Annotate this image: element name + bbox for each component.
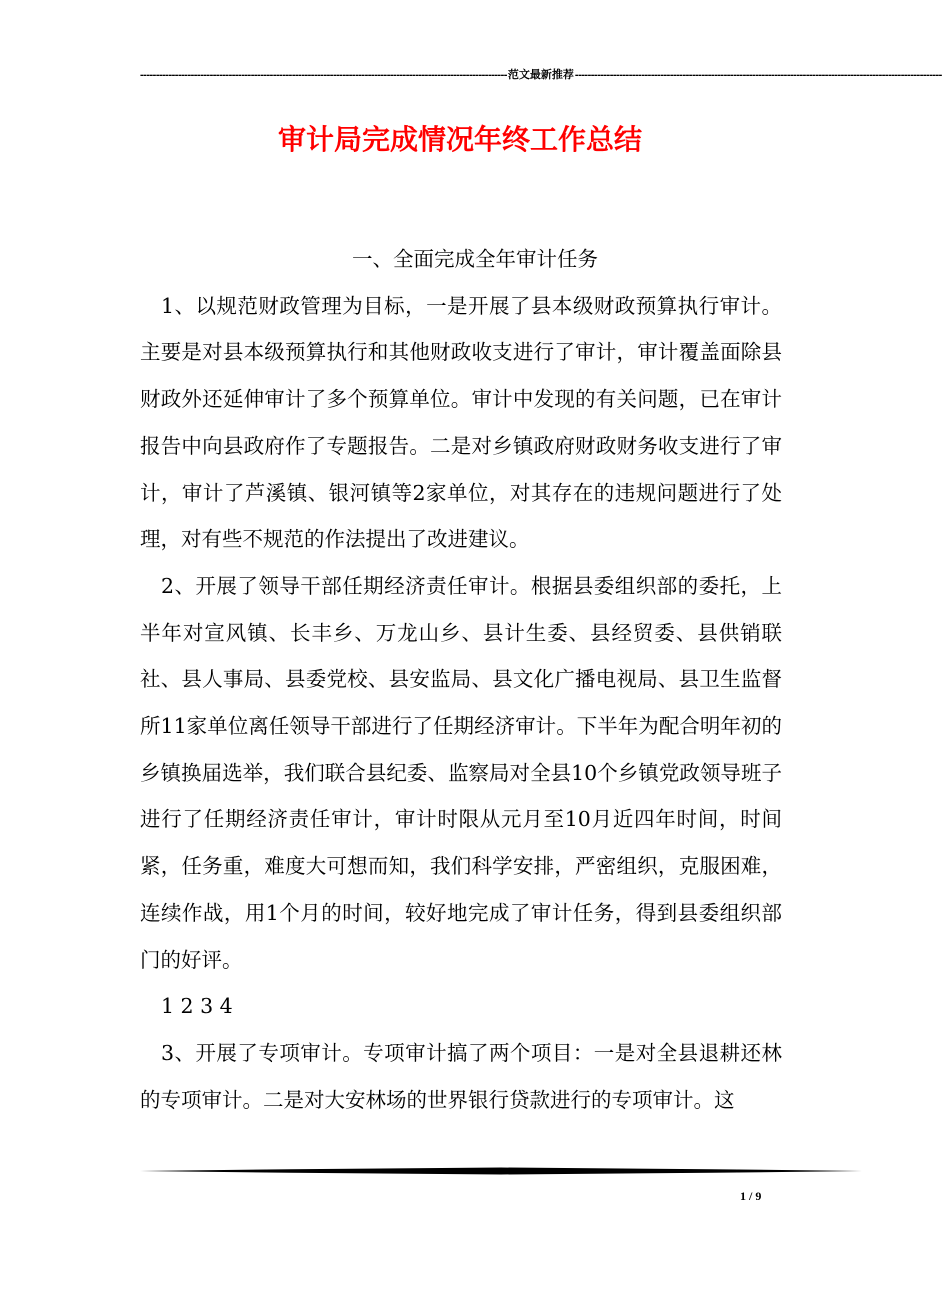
document-body [140, 236, 782, 1123]
page-number: 1 / 9 [740, 1189, 762, 1203]
paragraph-special-audit: 3、开展了专项审计。专项审计搞了两个项目：一是对全县退耕还林的专项审计。二是对大安林场的世界银行贷款进行的专项审计。这 [140, 1040, 782, 1112]
paragraph-budget-audit: 1、以规范财政管理为目标，一是开展了县本级财政预算执行审计。主要是对县本级预算执行和其他财政收支进行了审计，审计覆盖面除县财政外还延伸审计了多个预算单位。审计中发现的有关问题，已在审计报告中向县政府作了专题报告。二是对乡镇政府财政财务收支进行了审计，审计了芦溪镇、银河镇等2家单位，对其存在的违规问题进行了处理，对有些不规范的作法提出了改进建议。 [140, 293, 782, 552]
header-dashes-right: -------------------------------------------------------------------------------------------------------------------- [574, 69, 942, 81]
page-header [140, 68, 942, 82]
paragraph-leader-audit: 2、开展了领导干部任期经济责任审计。根据县委组织部的委托，上半年对宣风镇、长丰乡、万龙山乡、县计生委、县经贸委、县供销联社、县人事局、县委党校、县安监局、县文化广播电视局、县卫生监督所11家单位离任领导干部进行了任期经济审计。下半年为配合明年初的乡镇换届选举，我们联合县纪委、监察局对全县10个乡镇党政领导班子进行了任期经济责任审计，审计时限从元月至10月近四年时间，时间紧，任务重，难度大可想而知，我们科学安排，严密组织，克服困难，连续作战，用1个月的时间，较好地完成了审计任务，得到县委组织部门的好评。 [140, 573, 782, 972]
section-heading: 一、全面完成全年审计任务 [352, 247, 598, 271]
footer-rule [140, 1166, 862, 1176]
header-dashes-left: -------------------------------------------------------------------------------------------------------------------- [140, 69, 507, 81]
document-title: 审计局完成情况年终工作总结 [277, 123, 642, 156]
paragraph-page-markers: 1 2 3 4 [161, 994, 233, 1019]
header-label: 范文最新推荐 [507, 69, 574, 81]
